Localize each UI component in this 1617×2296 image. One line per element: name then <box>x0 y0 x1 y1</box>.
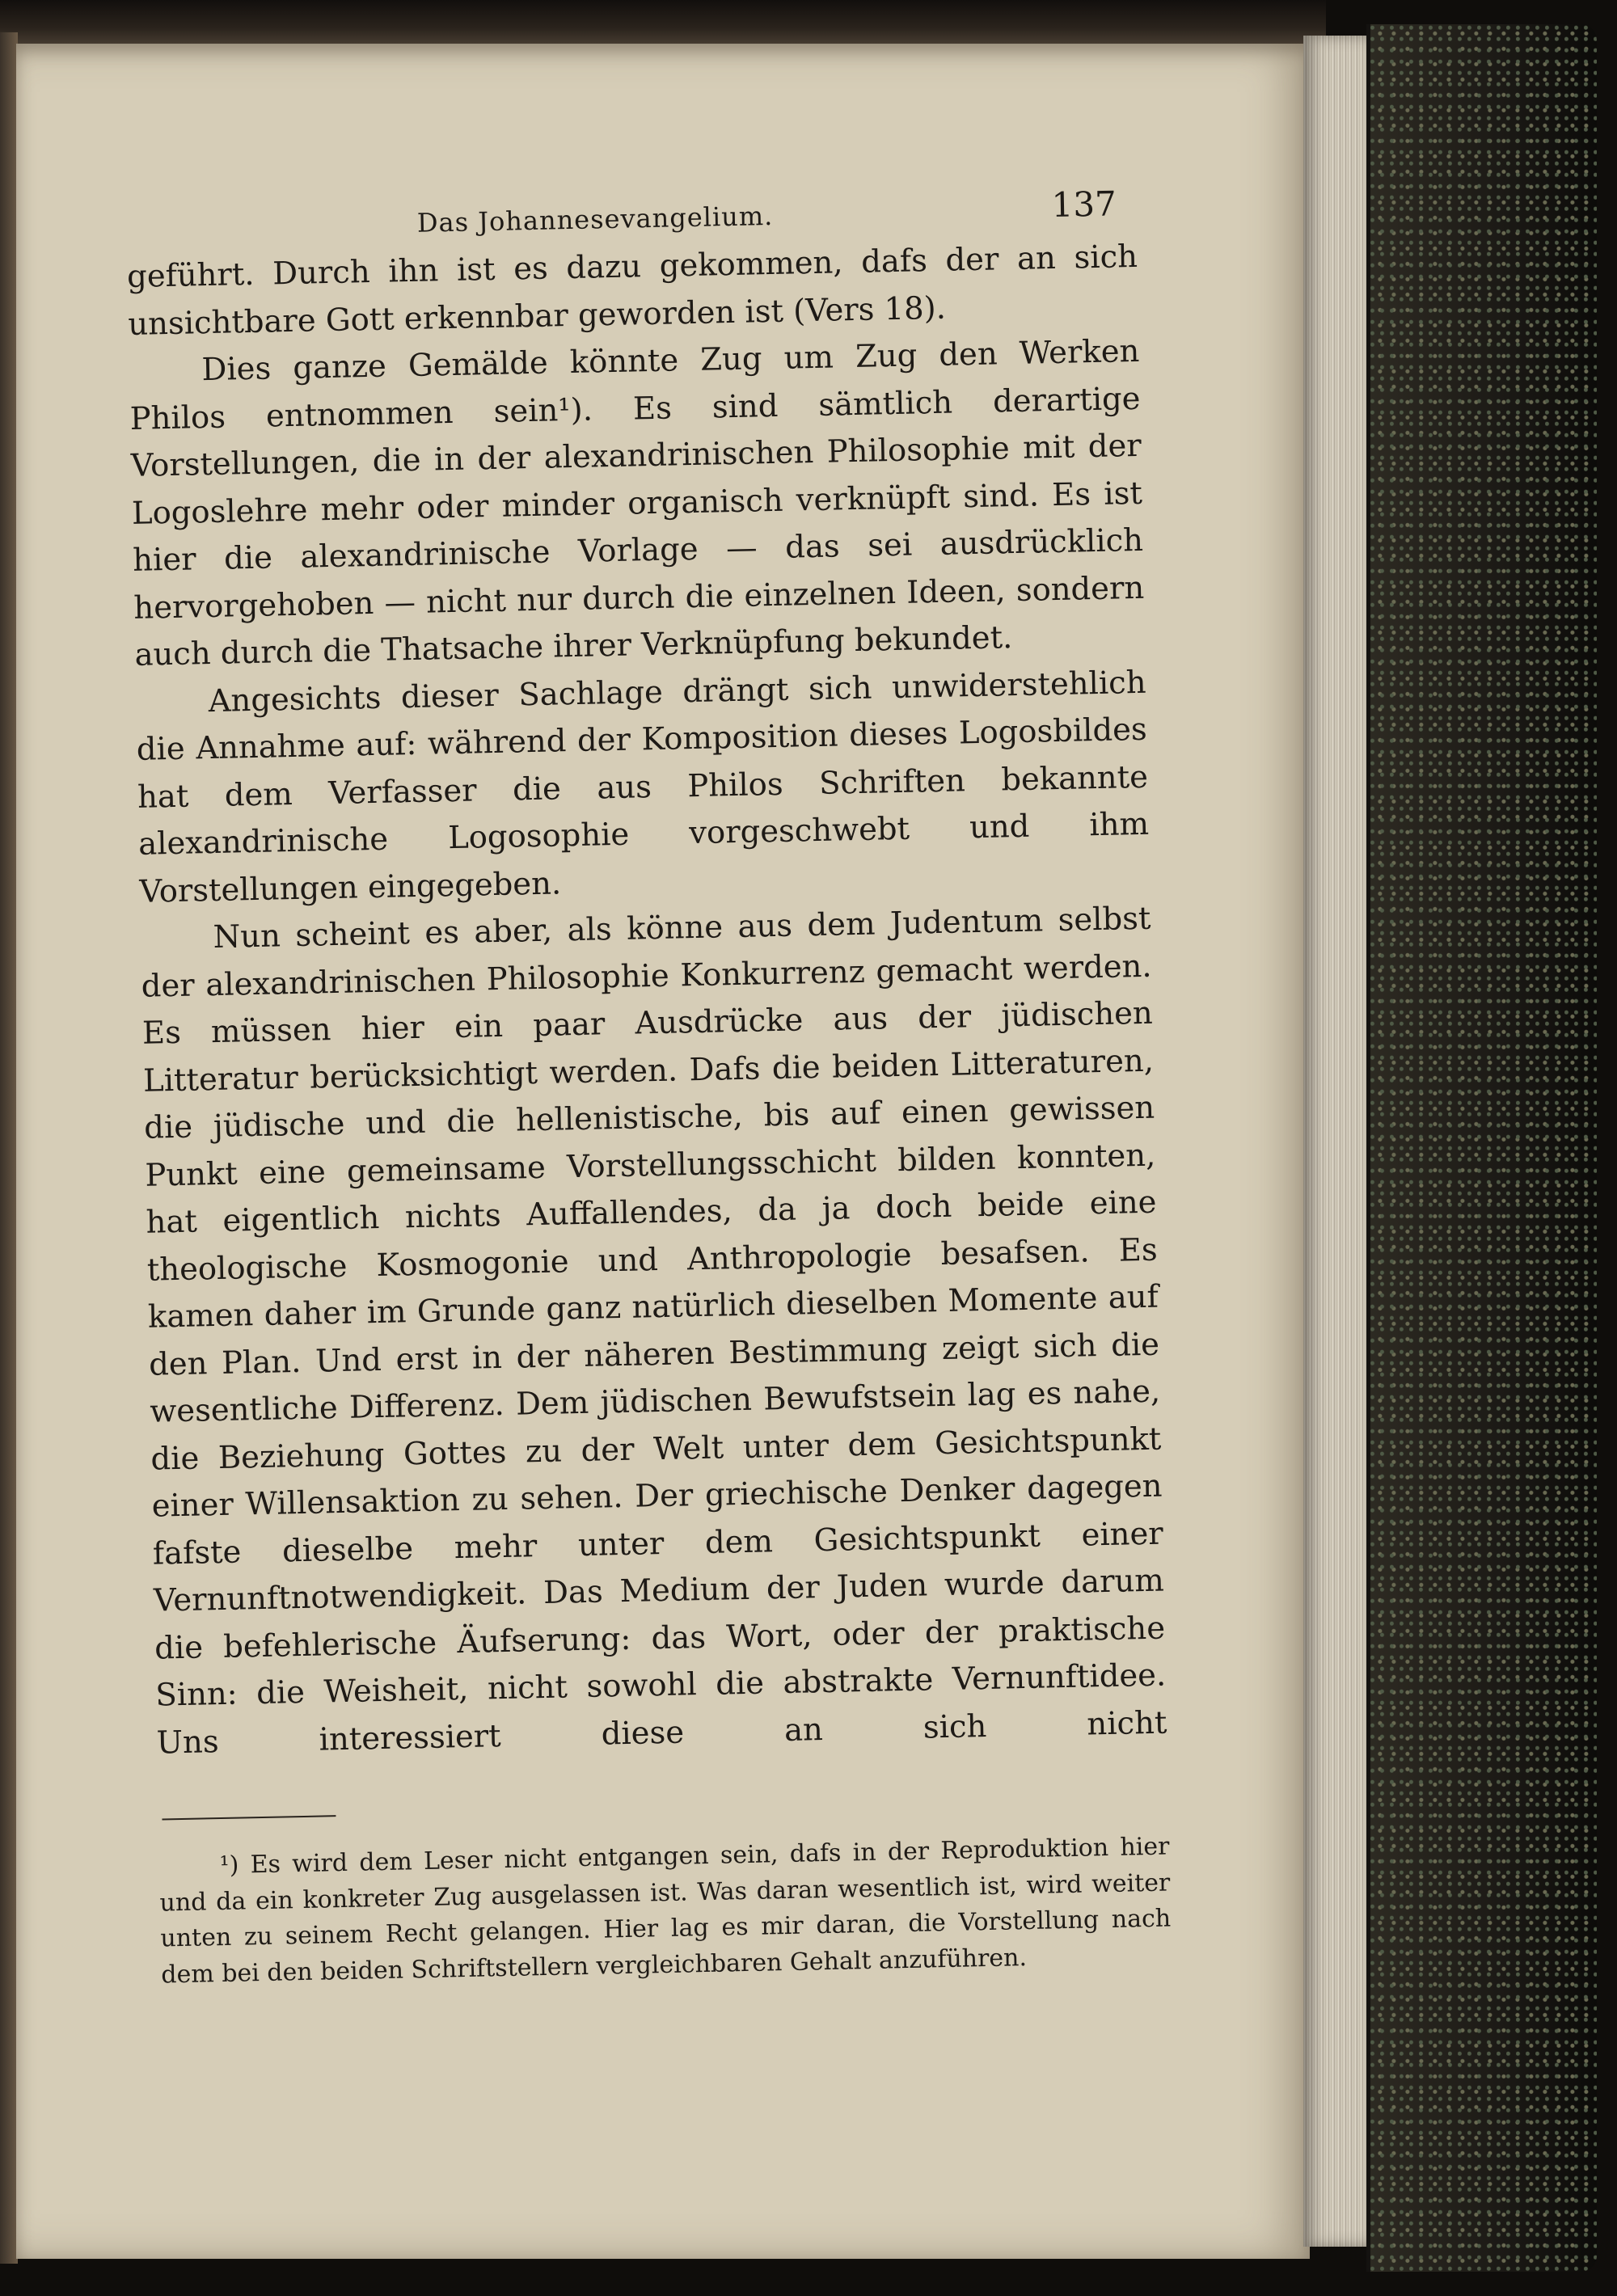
page-stack-edge <box>1303 36 1373 2247</box>
gutter-edge <box>0 32 18 2264</box>
footnote: ¹) Es wird dem Leser nicht entgangen sein, dafs in der Reproduktion hier und da ein konkreter Zug ausgelassen ist. Was daran wesentlich ist, wird weiter unten zu seinem Recht gelangen. Hier lag es mir daran, die Vorstellung nach dem bei den beiden Schriftstellern vergleichbaren Gehalt anzuführen. <box>159 1832 1172 1990</box>
page-content <box>125 169 1172 1994</box>
paragraph-2: Dies ganze Gemälde könnte Zug um Zug den Werken Philos entnommen sein¹). Es sind sämtlich derartige Vorstellungen, die in der alexandrinischen Philosophie mit der Logoslehre mehr oder minder organisch verknüpft sind. Es ist hier die alexandrinische Vorlage — das sei ausdrücklich hervorgehoben — nicht nur durch die einzelnen Ideen, sondern auch durch die Thatsache ihrer Verknüpfung bekundet. <box>129 332 1145 673</box>
book-page <box>16 44 1310 2259</box>
paragraph-3: Angesichts dieser Sachlage drängt sich unwiderstehlich die Annahme auf: während der Komposition dieses Logosbildes hat dem Verfasser die aus Philos Schriften bekannte alexandrinische Logosophie vorgeschwebt und ihm Vorstellungen eingegeben. <box>136 664 1150 910</box>
body-text <box>127 234 1167 1767</box>
running-title: Das Johannesevangelium. <box>416 200 774 238</box>
footnote-rule <box>162 1815 336 1820</box>
page-number: 137 <box>1051 184 1117 226</box>
background-top <box>0 0 1326 47</box>
paragraph-4: Nun scheint es aber, als könne aus dem Judentum selbst der alexandrinischen Philosophie Konkurrenz gemacht werden. Es müssen hier ein paar Ausdrücke aus der jüdischen Litteratur berücksichtigt werden. Dafs die beiden Litteraturen, die jüdische und die hellenistische, bis auf einen gewissen Punkt eine gemeinsame Vorstellungsschicht bilden konnten, hat eigentlich nichts Auffallendes, da ja doch beide eine theologische Kosmogonie und Anthropologie besafsen. Es kamen daher im Grunde ganz natürlich dieselben Momente auf den Plan. Und erst in der näheren Bestimmung zeigt sich die wesentliche Differenz. Dem jüdischen Bewufstsein lag es nahe, die Beziehung Gottes zu der Welt unter dem Gesichtspunkt einer Willensaktion zu sehen. Der griechische Denker dagegen fafste dieselbe mehr unter dem Gesichtspunkt einer Vernunftnotwendigkeit. Das Medium der Juden wurde darum die befehlerische Äufserung: das Wort, oder der praktische Sinn: die Weisheit, nicht sowohl die abstrakte Vernunftidee. Uns interessiert diese an sich nicht <box>141 900 1167 1762</box>
marbled-cover <box>1370 24 1597 2272</box>
paragraph-1: geführt. Durch ihn ist es dazu gekommen, dafs der an sich unsichtbare Gott erkennbar geworden ist (Vers 18). <box>126 238 1138 343</box>
